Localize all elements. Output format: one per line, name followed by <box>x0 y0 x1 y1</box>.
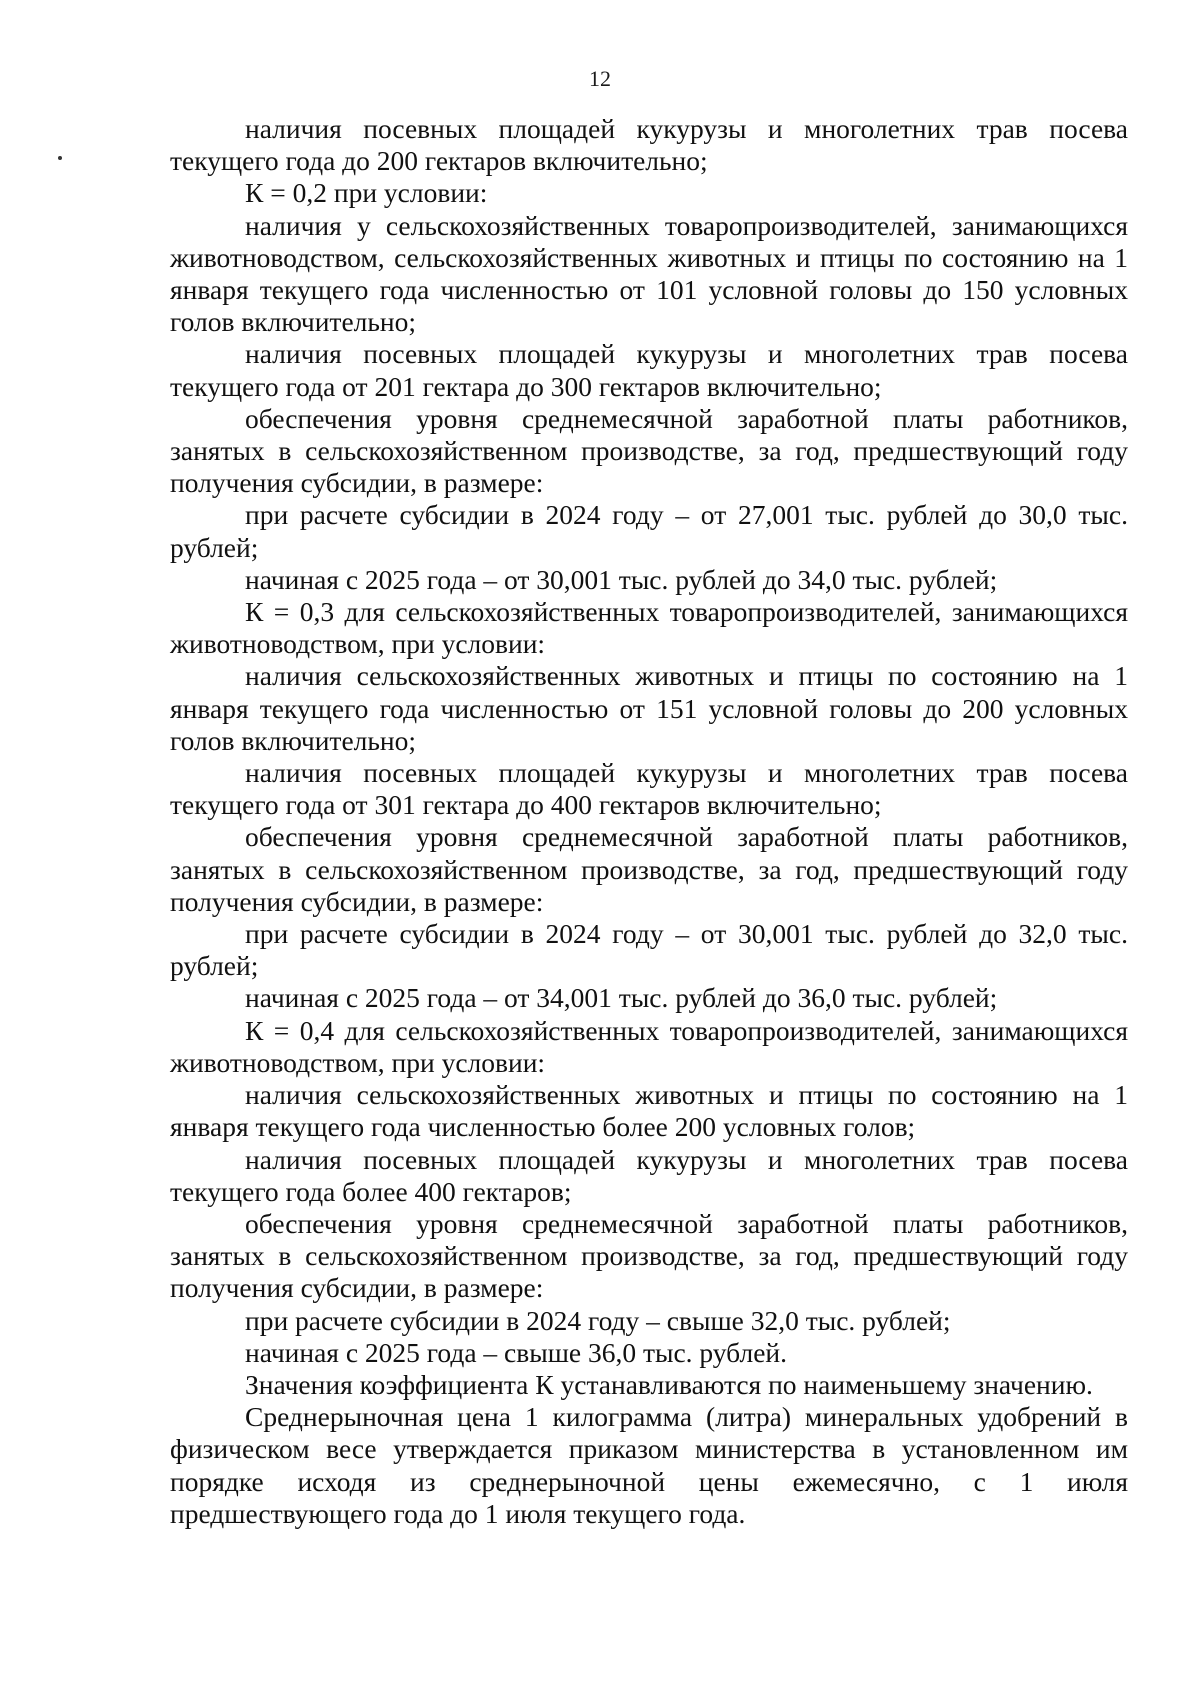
paragraph: наличия у сельскохозяйственных товаропроизводителей, занимающихся животноводством, сельскохозяйственных животных и птицы по состоянию на 1 января текущего года численностью от 101 условной головы до 150 условных голов включительно; <box>170 209 1128 338</box>
paragraph: при расчете субсидии в 2024 году – свыше 32,0 тыс. рублей; <box>245 1304 951 1336</box>
page-number: 12 <box>589 66 611 91</box>
paragraph: наличия сельскохозяйственных животных и птицы по состоянию на 1 января текущего года численностью от 151 условной головы до 200 условных голов включительно; <box>170 660 1128 756</box>
paragraph: К = 0,2 при условии: <box>245 177 488 209</box>
paragraph: обеспечения уровня среднемесячной заработной платы работников, занятых в сельскохозяйственном производстве, за год, предшествующий году получения субсидии, в размере: <box>170 1207 1128 1304</box>
paragraph: К = 0,4 для сельскохозяйственных товаропроизводителей, занимающихся животноводством, при условии: <box>170 1014 1128 1078</box>
paragraph: обеспечения уровня среднемесячной заработной платы работников, занятых в сельскохозяйственном производстве, за год, предшествующий году получения субсидии, в размере: <box>170 821 1128 917</box>
paragraph: наличия посевных площадей кукурузы и многолетних трав посева текущего года более 400 гектаров; <box>170 1143 1128 1207</box>
paragraph: при расчете субсидии в 2024 году – от 27,001 тыс. рублей до 30,0 тыс. рублей; <box>170 499 1128 563</box>
paragraph: обеспечения уровня среднемесячной заработной платы работников, занятых в сельскохозяйственном производстве, за год, предшествующий году получения субсидии, в размере: <box>170 402 1128 499</box>
paragraph: наличия посевных площадей кукурузы и многолетних трав посева текущего года от 301 гектара до 400 гектаров включительно; <box>170 757 1128 821</box>
scan-mark <box>58 156 62 160</box>
paragraph: наличия сельскохозяйственных животных и птицы по состоянию на 1 января текущего года численностью более 200 условных голов; <box>170 1079 1128 1143</box>
paragraph: Среднерыночная цена 1 килограмма (литра) минеральных удобрений в физическом весе утверждается приказом министерства в установленном им порядке исходя из среднерыночной цены ежемесячно, с 1 июля предшествующего года до 1 июля текущего года. <box>170 1401 1128 1529</box>
paragraph: начиная с 2025 года – от 30,001 тыс. рублей до 34,0 тыс. рублей; <box>245 563 998 595</box>
paragraph: при расчете субсидии в 2024 году – от 30,001 тыс. рублей до 32,0 тыс. рублей; <box>170 918 1128 982</box>
paragraph: Значения коэффициента К устанавливаются по наименьшему значению. <box>245 1368 1093 1400</box>
paragraph: начиная с 2025 года – свыше 36,0 тыс. рублей. <box>245 1336 787 1368</box>
paragraph: наличия посевных площадей кукурузы и многолетних трав посева текущего года от 201 гектара до 300 гектаров включительно; <box>170 338 1128 402</box>
paragraph: К = 0,3 для сельскохозяйственных товаропроизводителей, занимающихся животноводством, при условии: <box>170 596 1128 660</box>
paragraph: начиная с 2025 года – от 34,001 тыс. рублей до 36,0 тыс. рублей; <box>245 982 998 1014</box>
paragraph: наличия посевных площадей кукурузы и многолетних трав посева текущего года до 200 гектаров включительно; <box>170 113 1128 177</box>
document-body <box>170 113 1128 1530</box>
